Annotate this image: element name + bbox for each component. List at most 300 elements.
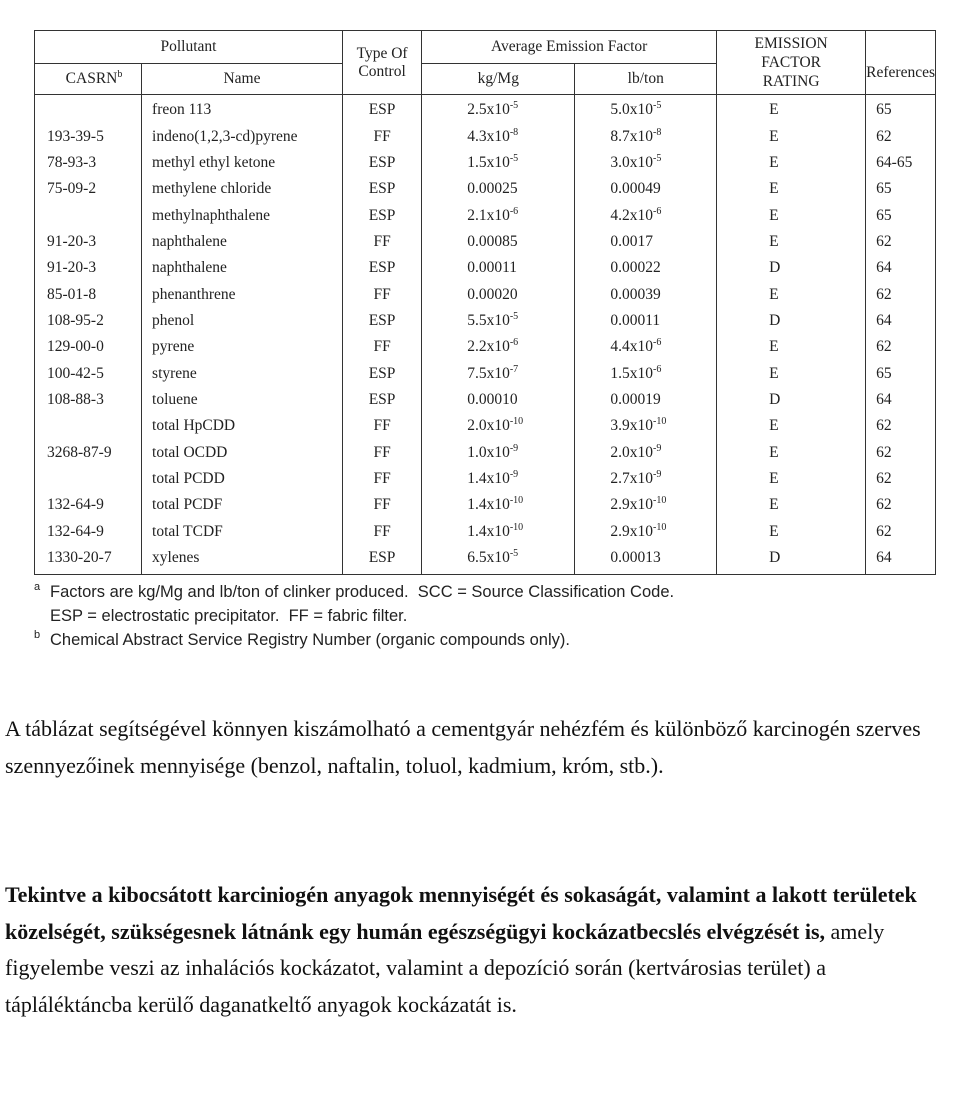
table-row [35, 281, 936, 307]
control-cell [342, 95, 421, 124]
lb-ton-exponent: -6 [653, 205, 662, 217]
rating-label: EMISSION FACTOR RATING [754, 35, 828, 90]
table-row [35, 439, 936, 465]
reference-cell [866, 334, 936, 360]
lb-ton-cell [575, 334, 717, 360]
reference-cell [866, 308, 936, 334]
pollutant-name: total PCDF [152, 496, 223, 514]
casrn-value: 1330-20-7 [47, 549, 112, 567]
rating-value: D [769, 311, 781, 329]
rating-value: E [769, 206, 779, 224]
control-cell [342, 176, 421, 202]
control-type: ESP [368, 180, 396, 198]
casrn-header [35, 64, 142, 95]
rating-cell [717, 123, 866, 149]
kg-mg-value: 0.00085 [467, 232, 518, 250]
control-cell [342, 334, 421, 360]
control-cell [342, 413, 421, 439]
name-cell [142, 308, 343, 334]
kg-mg-value: 6.5x10 [467, 549, 510, 567]
rating-value: D [769, 549, 781, 567]
rating-cell [717, 255, 866, 281]
name-cell [142, 176, 343, 202]
control-type: FF [373, 417, 391, 435]
lb-ton-exponent: -8 [653, 126, 662, 138]
paragraph-recommendation [5, 877, 955, 1023]
control-cell [342, 308, 421, 334]
lb-ton-value: 8.7x10 [610, 127, 653, 145]
lb-ton-exponent: -5 [653, 152, 662, 164]
kg-mg-cell [422, 360, 575, 386]
rating-value: E [769, 364, 779, 382]
table-row [35, 519, 936, 545]
control-cell [342, 387, 421, 413]
name-cell [142, 545, 343, 575]
casrn-value: 129-00-0 [47, 338, 104, 356]
control-type: ESP [368, 311, 396, 329]
rating-cell [717, 229, 866, 255]
kg-mg-cell [422, 308, 575, 334]
footnote-mark-a: a [34, 581, 41, 593]
reference-cell [866, 202, 936, 228]
reference-value: 65 [876, 364, 892, 382]
control-type: ESP [368, 206, 396, 224]
kg-mg-value: 0.00011 [467, 259, 517, 277]
pollutant-name: methylnaphthalene [152, 206, 270, 224]
kg-mg-value: 1.4x10 [467, 496, 510, 514]
name-cell [142, 360, 343, 386]
rating-cell [717, 308, 866, 334]
table-row [35, 466, 936, 492]
control-cell [342, 492, 421, 518]
kg-mg-cell [422, 176, 575, 202]
footnote-b-line-1: Chemical Abstract Service Registry Number (organic compounds only). [50, 631, 570, 649]
kg-mg-cell [422, 413, 575, 439]
kg-mg-exponent: -8 [509, 126, 519, 138]
lb-ton-value: 4.4x10 [610, 338, 653, 356]
reference-value: 62 [876, 417, 892, 435]
casrn-value: 75-09-2 [47, 180, 97, 198]
kg-mg-cell [422, 387, 575, 413]
footnote-a [34, 580, 834, 628]
lb-ton-header: lb/ton [575, 64, 717, 95]
lb-ton-value: 2.9x10 [610, 496, 653, 514]
kg-mg-exponent: -5 [509, 152, 519, 164]
control-type: FF [373, 469, 391, 487]
rating-cell [717, 176, 866, 202]
pollutant-name: xylenes [152, 549, 200, 567]
table-row [35, 202, 936, 228]
casrn-cell [35, 439, 142, 465]
pollutant-name: phenanthrene [152, 285, 236, 303]
footnote-a-line-1: Factors are kg/Mg and lb/ton of clinker produced. SCC = Source Classification Code. [50, 583, 675, 601]
rating-cell [717, 492, 866, 518]
casrn-cell [35, 413, 142, 439]
table-row [35, 255, 936, 281]
kg-mg-cell [422, 95, 575, 124]
footnote-b [34, 628, 834, 652]
lb-ton-exponent: -6 [653, 337, 662, 349]
table-header-row-top [35, 31, 936, 64]
type-of-control-label: Type Of Control [356, 44, 408, 80]
control-cell [342, 281, 421, 307]
rating-value: E [769, 180, 779, 198]
rating-cell [717, 95, 866, 124]
table-row [35, 387, 936, 413]
name-cell [142, 202, 343, 228]
pollutant-name: naphthalene [152, 259, 227, 277]
table-row [35, 176, 936, 202]
rating-cell [717, 545, 866, 575]
casrn-cell [35, 176, 142, 202]
control-cell [342, 123, 421, 149]
lb-ton-cell [575, 519, 717, 545]
control-cell [342, 150, 421, 176]
lb-ton-cell [575, 466, 717, 492]
control-type: FF [373, 338, 391, 356]
control-type: ESP [368, 549, 396, 567]
lb-ton-cell [575, 360, 717, 386]
rating-value: E [769, 127, 779, 145]
rating-cell [717, 360, 866, 386]
kg-mg-value: 2.5x10 [467, 101, 510, 119]
footnote-a-line-2: ESP = electrostatic precipitator. FF = fabric filter. [50, 607, 408, 625]
pollutant-name: toluene [152, 390, 198, 408]
kg-mg-exponent: -10 [509, 521, 524, 533]
name-cell [142, 95, 343, 124]
pollutant-name: styrene [152, 364, 197, 382]
reference-value: 62 [876, 496, 892, 514]
kg-mg-exponent: -9 [509, 442, 519, 454]
lb-ton-exponent: -10 [653, 521, 667, 533]
kg-mg-value: 1.4x10 [467, 469, 510, 487]
reference-value: 62 [876, 443, 892, 461]
casrn-value: 85-01-8 [47, 285, 97, 303]
reference-cell [866, 413, 936, 439]
reference-value: 64 [876, 311, 892, 329]
kg-mg-exponent: -5 [509, 547, 519, 559]
control-type: FF [373, 496, 391, 514]
name-cell [142, 229, 343, 255]
kg-mg-header: kg/Mg [422, 64, 575, 95]
rating-value: E [769, 101, 779, 119]
kg-mg-cell [422, 202, 575, 228]
reference-cell [866, 176, 936, 202]
kg-mg-exponent: -7 [509, 363, 519, 375]
reference-cell [866, 492, 936, 518]
kg-mg-value: 1.0x10 [467, 443, 510, 461]
lb-ton-exponent: -10 [653, 416, 667, 428]
casrn-cell [35, 545, 142, 575]
lb-ton-cell [575, 439, 717, 465]
rating-cell [717, 413, 866, 439]
kg-mg-cell [422, 255, 575, 281]
casrn-cell [35, 281, 142, 307]
footnote-mark-b: b [34, 629, 41, 641]
casrn-value: 132-64-9 [47, 522, 104, 540]
name-cell [142, 439, 343, 465]
lb-ton-cell [575, 413, 717, 439]
reference-cell [866, 387, 936, 413]
name-cell [142, 519, 343, 545]
pollutant-name: methyl ethyl ketone [152, 153, 276, 171]
pollutant-name: total TCDF [152, 522, 223, 540]
reference-cell [866, 281, 936, 307]
lb-ton-value: 5.0x10 [610, 101, 653, 119]
casrn-cell [35, 360, 142, 386]
kg-mg-exponent: -5 [509, 310, 519, 322]
control-type: FF [373, 285, 391, 303]
control-type: ESP [368, 101, 396, 119]
emission-factor-table-wrapper [34, 30, 936, 575]
pollutant-name: total OCDD [152, 443, 228, 461]
name-cell [142, 150, 343, 176]
kg-mg-cell [422, 281, 575, 307]
kg-mg-cell [422, 519, 575, 545]
control-type: FF [373, 127, 391, 145]
rating-value: E [769, 285, 779, 303]
lb-ton-cell [575, 202, 717, 228]
casrn-cell [35, 123, 142, 149]
control-cell [342, 466, 421, 492]
rating-value: E [769, 469, 779, 487]
pollutant-name: total PCDD [152, 469, 225, 487]
casrn-value: 132-64-9 [47, 496, 104, 514]
reference-value: 62 [876, 232, 892, 250]
casrn-value: 108-95-2 [47, 311, 104, 329]
control-cell [342, 439, 421, 465]
table-row [35, 413, 936, 439]
pollutant-name: indeno(1,2,3-cd)pyrene [152, 127, 298, 145]
lb-ton-exponent: -10 [653, 495, 667, 507]
lb-ton-cell [575, 176, 717, 202]
kg-mg-value: 2.1x10 [467, 206, 510, 224]
lb-ton-cell [575, 308, 717, 334]
kg-mg-exponent: -6 [509, 337, 519, 349]
kg-mg-cell [422, 492, 575, 518]
paragraph-summary: A táblázat segítségével könnyen kiszámolható a cementgyár nehézfém és különböző karcinogén szerves szennyezőinek mennyisége (benzol, naftalin, toluol, kadmium, króm, stb.). [5, 716, 921, 778]
lb-ton-exponent: -6 [653, 363, 662, 375]
name-cell [142, 466, 343, 492]
lb-ton-exponent: -5 [653, 100, 662, 112]
casrn-value: 3268-87-9 [47, 443, 112, 461]
lb-ton-value: 0.00039 [610, 285, 661, 303]
table-row [35, 150, 936, 176]
lb-ton-value: 2.9x10 [610, 522, 653, 540]
kg-mg-exponent: -6 [509, 205, 519, 217]
rating-value: E [769, 338, 779, 356]
name-cell [142, 281, 343, 307]
reference-cell [866, 229, 936, 255]
rating-cell [717, 150, 866, 176]
casrn-cell [35, 150, 142, 176]
lb-ton-cell [575, 95, 717, 124]
type-of-control-header [342, 31, 421, 95]
references-header: References [866, 31, 936, 95]
casrn-cell [35, 255, 142, 281]
lb-ton-cell [575, 123, 717, 149]
reference-value: 62 [876, 522, 892, 540]
reference-value: 64 [876, 259, 892, 277]
lb-ton-exponent: -9 [653, 442, 662, 454]
casrn-cell [35, 95, 142, 124]
casrn-footnote-mark: b [117, 68, 123, 80]
reference-value: 65 [876, 206, 892, 224]
control-type: FF [373, 232, 391, 250]
control-type: ESP [368, 153, 396, 171]
lb-ton-value: 0.00013 [610, 549, 661, 567]
table-row [35, 492, 936, 518]
lb-ton-value: 3.9x10 [610, 417, 653, 435]
kg-mg-cell [422, 545, 575, 575]
casrn-label: CASRN [65, 70, 118, 87]
lb-ton-value: 0.00049 [610, 180, 661, 198]
table-row [35, 308, 936, 334]
table-row [35, 229, 936, 255]
lb-ton-value: 0.0017 [610, 232, 653, 250]
rating-cell [717, 202, 866, 228]
reference-value: 62 [876, 338, 892, 356]
rating-value: D [769, 259, 781, 277]
rating-header [717, 31, 866, 95]
reference-value: 62 [876, 285, 892, 303]
reference-value: 64-65 [876, 153, 913, 171]
kg-mg-exponent: -10 [509, 416, 524, 428]
kg-mg-value: 4.3x10 [467, 127, 510, 145]
pollutant-name: freon 113 [152, 101, 212, 119]
lb-ton-cell [575, 545, 717, 575]
kg-mg-value: 1.4x10 [467, 522, 510, 540]
rating-value: E [769, 153, 779, 171]
name-cell [142, 123, 343, 149]
kg-mg-cell [422, 466, 575, 492]
kg-mg-value: 0.00020 [467, 285, 518, 303]
name-cell [142, 334, 343, 360]
kg-mg-value: 0.00010 [467, 390, 518, 408]
pollutant-name: pyrene [152, 338, 195, 356]
control-cell [342, 229, 421, 255]
reference-value: 62 [876, 127, 892, 145]
pollutant-name: phenol [152, 311, 195, 329]
reference-cell [866, 360, 936, 386]
control-type: FF [373, 443, 391, 461]
kg-mg-value: 7.5x10 [467, 364, 510, 382]
table-row [35, 334, 936, 360]
kg-mg-cell [422, 439, 575, 465]
paragraph-recommendation-bold: Tekintve a kibocsátott karciniogén anyagok mennyiségét és sokaságát, valamint a lakott területek közelségét, szükségesnek látnánk egy humán egészségügyi kockázatbecslés elvégzését is, [5, 882, 917, 944]
control-type: FF [373, 522, 391, 540]
casrn-cell [35, 387, 142, 413]
table-row [35, 123, 936, 149]
lb-ton-cell [575, 150, 717, 176]
casrn-cell [35, 229, 142, 255]
table-row [35, 360, 936, 386]
kg-mg-value: 1.5x10 [467, 153, 510, 171]
table-body [35, 95, 936, 575]
pollutant-name: total HpCDD [152, 417, 236, 435]
name-cell [142, 387, 343, 413]
kg-mg-exponent: -5 [509, 100, 519, 112]
lb-ton-cell [575, 492, 717, 518]
control-cell [342, 519, 421, 545]
rating-value: E [769, 417, 779, 435]
reference-cell [866, 95, 936, 124]
reference-cell [866, 150, 936, 176]
casrn-cell [35, 466, 142, 492]
kg-mg-cell [422, 150, 575, 176]
lb-ton-value: 0.00022 [610, 259, 661, 277]
lb-ton-value: 0.00019 [610, 390, 661, 408]
reference-value: 62 [876, 469, 892, 487]
name-header: Name [142, 64, 343, 95]
rating-cell [717, 439, 866, 465]
kg-mg-value: 0.00025 [467, 180, 518, 198]
emission-factor-table [34, 30, 936, 575]
pollutant-header: Pollutant [35, 31, 343, 64]
kg-mg-cell [422, 334, 575, 360]
reference-value: 65 [876, 101, 892, 119]
rating-cell [717, 466, 866, 492]
pollutant-name: naphthalene [152, 232, 227, 250]
lb-ton-cell [575, 387, 717, 413]
rating-value: E [769, 443, 779, 461]
casrn-value: 193-39-5 [47, 127, 104, 145]
reference-cell [866, 519, 936, 545]
control-type: ESP [368, 364, 396, 382]
lb-ton-cell [575, 281, 717, 307]
casrn-cell [35, 519, 142, 545]
rating-value: E [769, 496, 779, 514]
casrn-value: 91-20-3 [47, 232, 97, 250]
rating-cell [717, 387, 866, 413]
paragraph-recommendation-normal: amely figyelembe veszi az inhalációs kockázatot, valamint a depozíció során (kertvárosias terület) a tápláléktáncba kerülő daganatkeltő anyagok kockázatát is. [5, 918, 885, 1017]
casrn-value: 100-42-5 [47, 364, 104, 382]
lb-ton-cell [575, 229, 717, 255]
name-cell [142, 413, 343, 439]
lb-ton-value: 1.5x10 [610, 364, 653, 382]
lb-ton-value: 4.2x10 [610, 206, 653, 224]
casrn-cell [35, 308, 142, 334]
casrn-cell [35, 202, 142, 228]
table-row [35, 545, 936, 575]
rating-value: E [769, 522, 779, 540]
lb-ton-value: 3.0x10 [610, 153, 653, 171]
casrn-value: 108-88-3 [47, 390, 104, 408]
control-cell [342, 545, 421, 575]
lb-ton-cell [575, 255, 717, 281]
table-row [35, 95, 936, 124]
lb-ton-value: 2.0x10 [610, 443, 653, 461]
kg-mg-cell [422, 123, 575, 149]
kg-mg-exponent: -10 [509, 495, 524, 507]
reference-cell [866, 439, 936, 465]
lb-ton-value: 0.00011 [610, 311, 661, 329]
pollutant-name: methylene chloride [152, 180, 272, 198]
kg-mg-cell [422, 229, 575, 255]
casrn-cell [35, 334, 142, 360]
name-cell [142, 492, 343, 518]
rating-cell [717, 334, 866, 360]
rating-value: D [769, 390, 781, 408]
casrn-value: 91-20-3 [47, 259, 97, 277]
control-cell [342, 255, 421, 281]
rating-cell [717, 281, 866, 307]
lb-ton-exponent: -9 [653, 468, 662, 480]
control-type: ESP [368, 390, 396, 408]
kg-mg-value: 5.5x10 [467, 311, 510, 329]
rating-value: E [769, 232, 779, 250]
rating-cell [717, 519, 866, 545]
